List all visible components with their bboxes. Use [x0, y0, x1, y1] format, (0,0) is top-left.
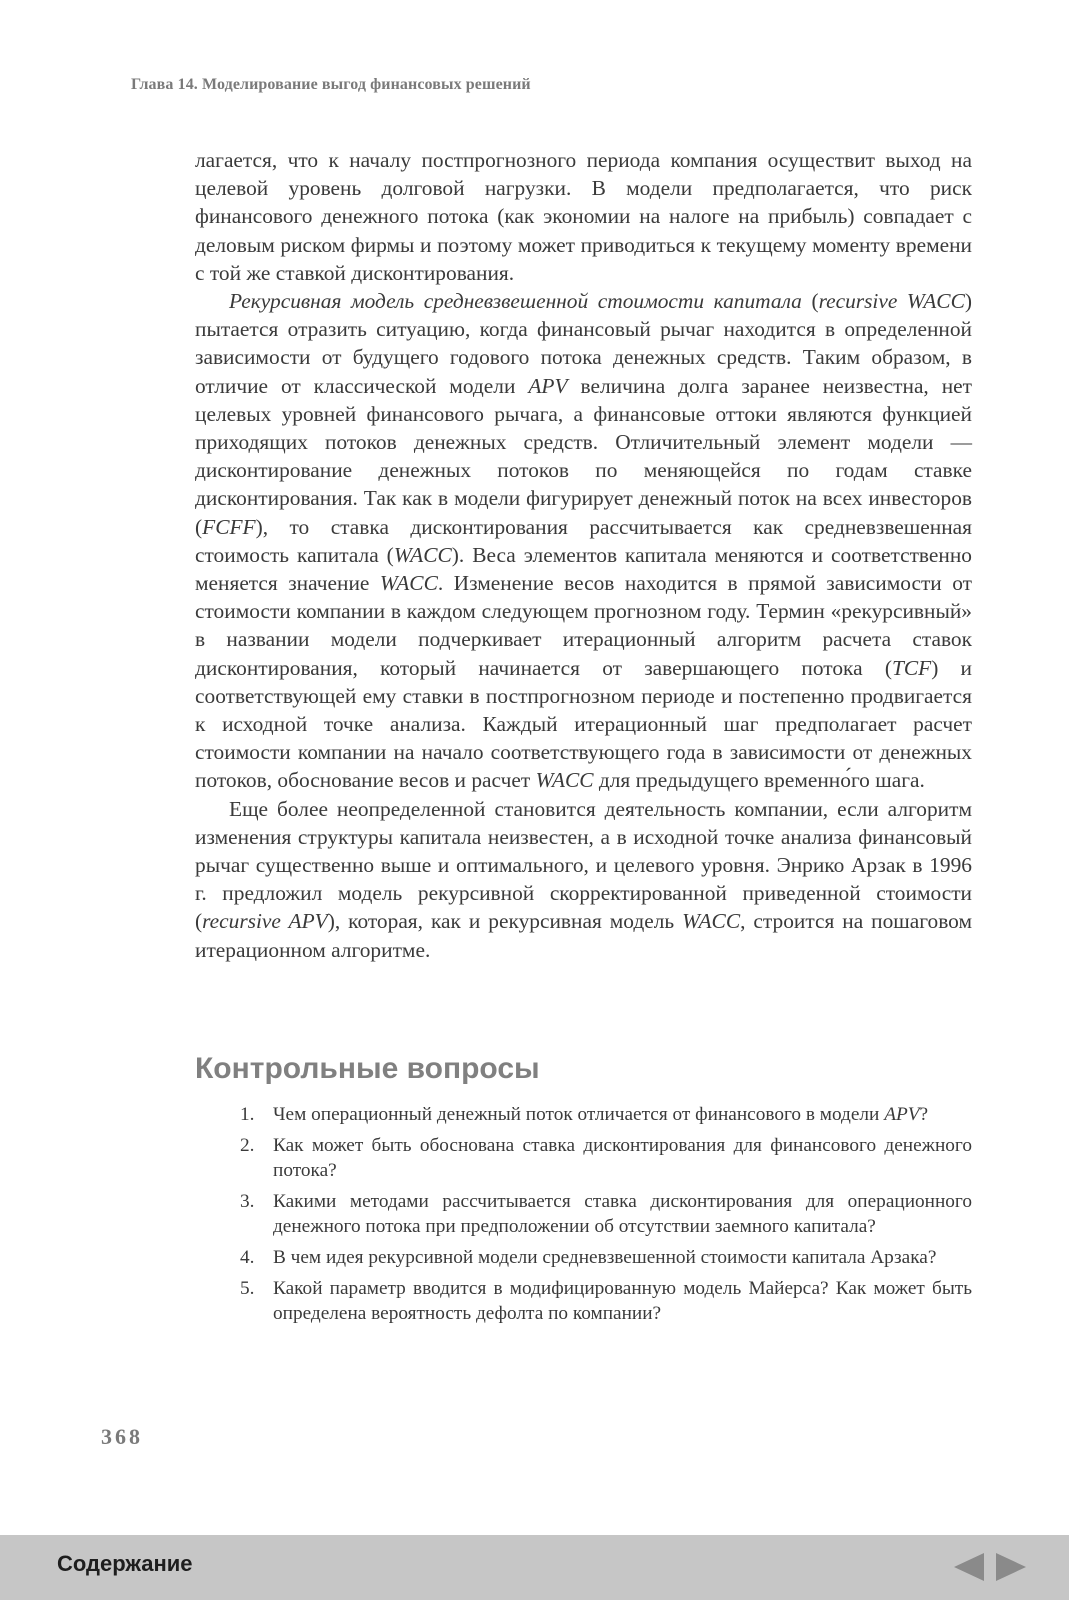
term-apv: APV	[528, 373, 568, 398]
text-run: ), которая, как и рекурсивная модель	[327, 909, 683, 934]
list-number: 4.	[240, 1246, 255, 1268]
list-item	[236, 1102, 972, 1128]
list-number: 1.	[240, 1104, 255, 1125]
list-text: В чем идея рекурсивной модели средневзвешенной стоимости капитала Арзака?	[273, 1246, 937, 1268]
triangle-right-icon	[994, 1551, 1028, 1583]
term-wacc: WACC	[682, 909, 741, 934]
term-recursive-apv: recursive APV	[202, 909, 328, 934]
section-title: Контрольные вопросы	[195, 1052, 540, 1085]
text-run: (	[801, 289, 819, 314]
page-number: 368	[101, 1424, 143, 1449]
term-wacc: WACC	[535, 768, 594, 793]
text-run: величина долга заранее неизвестна, нет целевых уровней финансового рычага, а финансовые оттоки являются функцией приходящих потоков денежных средств. Отличительный элемент модели — дисконтирование денежных потоков по меняющейся по годам ставке дисконтирования. Так как в модели фигурирует денежный поток на всех инвесторов (	[195, 373, 972, 539]
text-run: . Изменение весов находится в прямой зависимости от стоимости компании в каждом следующем прогнозном году. Термин «рекурсивный» в названии модели подчеркивает итерационный алгоритм расчета ставок дисконтирования, который начинается от завершающего потока (	[195, 571, 973, 680]
list-text: Чем операционный денежный поток отличается от финансового в модели	[273, 1104, 885, 1125]
list-text: Какими методами рассчитывается ставка дисконтирования для операционного денежного потока при предположении об отсутствии заемного капитала?	[273, 1190, 972, 1238]
toc-link[interactable]: Содержание	[57, 1551, 193, 1576]
text-run: , строится на пошаговом итерационном алгоритме.	[195, 909, 972, 962]
term-recursive-wacc-ru: Рекурсивная модель средневзвешенной стоимости капитала	[229, 289, 802, 314]
text-run: ). Веса элементов капитала меняются и соответственно меняется значение	[195, 542, 972, 596]
term-tcf: TCF	[891, 655, 932, 680]
term-fcff: FCFF	[202, 514, 256, 539]
paragraph-3	[195, 795, 972, 964]
paragraph-1: лагается, что к началу постпрогнозного периода компания осуществит выход на целевой уровень долговой нагрузки. В модели предполагается, что риск финансового денежного потока (как экономии на налоге на прибыль) совпадает с деловым риском фирмы и поэтому может приводиться к текущему моменту времени с той же ставкой дисконтирования.	[195, 148, 972, 285]
term-apv: APV	[884, 1104, 920, 1125]
text-run: для предыдущего временно́го шага.	[593, 768, 925, 793]
list-text: Как может быть обоснована ставка дисконтирования для финансового денежного потока?	[273, 1134, 972, 1182]
list-item	[236, 1133, 972, 1184]
body-text	[195, 146, 972, 964]
text-run: ), то ставка дисконтирования рассчитывается как средневзвешенная стоимость капитала (	[195, 514, 972, 567]
term-recursive-wacc: recursive WACC	[818, 289, 965, 314]
term-wacc: WACC	[379, 571, 438, 596]
list-number: 3.	[240, 1190, 255, 1212]
term-wacc: WACC	[393, 542, 452, 567]
list-text-tail: ?	[919, 1104, 929, 1125]
list-number: 5.	[240, 1277, 255, 1299]
list-number: 2.	[240, 1134, 255, 1156]
list-text: Какой параметр вводится в модифицированную модель Майерса? Как может быть определена вероятность дефолта по компании?	[273, 1277, 972, 1325]
text-run: ) и соответствующей ему ставки в постпрогнозном периоде и постепенно продвигается к исходной точке анализа. Каждый итерационный шаг предполагает расчет стоимости компании на начало соответствующего года в зависимости от денежных потоков, обоснование весов и расчет	[195, 655, 973, 793]
questions-list	[236, 1102, 972, 1332]
list-item	[236, 1245, 972, 1271]
next-page-button[interactable]	[994, 1551, 1028, 1583]
prev-page-button[interactable]	[952, 1551, 986, 1583]
running-head: Глава 14. Моделирование выгод финансовых решений	[131, 76, 531, 93]
text-run: ) пытается отразить ситуацию, когда финансовый рычаг находится в определенной зависимости от будущего годового потока денежных средств. Таким образом, в отличие от классической модели	[195, 289, 972, 398]
triangle-left-icon	[952, 1551, 986, 1583]
list-item	[236, 1276, 972, 1327]
paragraph-2	[195, 287, 972, 795]
footer-bar	[0, 1535, 1069, 1600]
text-run: Еще более неопределенной становится деятельность компании, если алгоритм изменения структуры капитала неизвестен, а в исходной точке анализа финансовый рычаг существенно выше и оптимального, и целевого уровня. Энрико Арзак в 1996 г. предложил модель рекурсивной скорректированной приведенной стоимости (	[195, 796, 972, 934]
list-item	[236, 1189, 972, 1240]
